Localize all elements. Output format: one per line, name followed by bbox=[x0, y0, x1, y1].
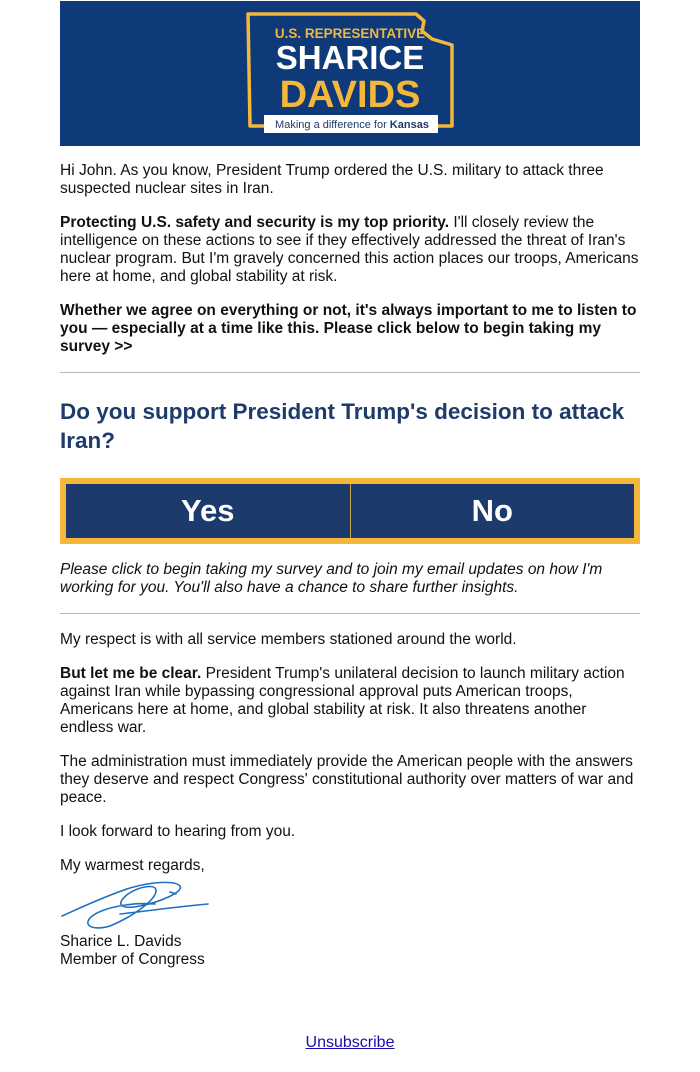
unsubscribe-link[interactable]: Unsubscribe bbox=[305, 1034, 395, 1051]
footer bbox=[0, 1034, 700, 1052]
cta-paragraph: Whether we agree on everything or not, it's always important to me to listen to you — especially at a time like this. Please click below to begin taking my survey >> bbox=[60, 302, 637, 355]
priority-paragraph bbox=[60, 214, 640, 286]
logo-tagline-state: Kansas bbox=[389, 119, 429, 131]
vote-buttons bbox=[66, 484, 634, 538]
clear-text: President Trump's unilateral decision to launch military action against Iran while bypassing congressional approval puts American troops, Americans here at home, and global stability at risk. It also threatens another endless war. bbox=[60, 665, 625, 736]
logo-line1: U.S. REPRESENTATIVE bbox=[274, 26, 426, 41]
no-button[interactable]: No bbox=[350, 484, 635, 538]
svg-text:Making a difference for Kansas bbox=[275, 119, 429, 131]
yes-button[interactable]: Yes bbox=[181, 493, 235, 528]
priority-bold: Protecting U.S. safety and security is my top priority. bbox=[60, 214, 450, 231]
look-forward-paragraph: I look forward to hearing from you. bbox=[60, 823, 296, 840]
regards-paragraph: My warmest regards, bbox=[60, 857, 205, 874]
greeting-paragraph: Hi John. As you know, President Trump ordered the U.S. military to attack three suspected nuclear sites in Iran. bbox=[60, 162, 604, 197]
vote-box bbox=[60, 478, 640, 544]
logo-tagline: Making a difference for bbox=[275, 119, 390, 131]
divider bbox=[60, 372, 640, 373]
survey-question: Do you support President Trump's decision to attack Iran? bbox=[60, 399, 625, 453]
sharice-davids-logo[interactable] bbox=[246, 11, 456, 135]
signature-name: Sharice L. Davids bbox=[60, 933, 182, 950]
divider bbox=[60, 613, 640, 614]
signature-title: Member of Congress bbox=[60, 951, 205, 968]
priority-text: I'll closely review the intelligence on these actions to see if they effectively addressed the threat of Iran's nuclear program. But I'm gravely concerned this action places our troops, Americans here at home, and global stability at risk. bbox=[60, 214, 639, 285]
survey-note: Please click to begin taking my survey and to join my email updates on how I'm working for you. You'll also have a chance to share further insights. bbox=[60, 561, 603, 596]
header-banner bbox=[60, 1, 640, 146]
clear-bold: But let me be clear. bbox=[60, 665, 202, 682]
respect-paragraph: My respect is with all service members stationed around the world. bbox=[60, 631, 517, 648]
clear-paragraph bbox=[60, 665, 640, 737]
signature-image bbox=[60, 878, 210, 934]
logo-line3: DAVIDS bbox=[279, 74, 421, 116]
administration-paragraph: The administration must immediately provide the American people with the answers they deserve and respect Congress' constitutional authority over matters of war and peace. bbox=[60, 753, 634, 806]
logo-line2: SHARICE bbox=[275, 39, 425, 76]
